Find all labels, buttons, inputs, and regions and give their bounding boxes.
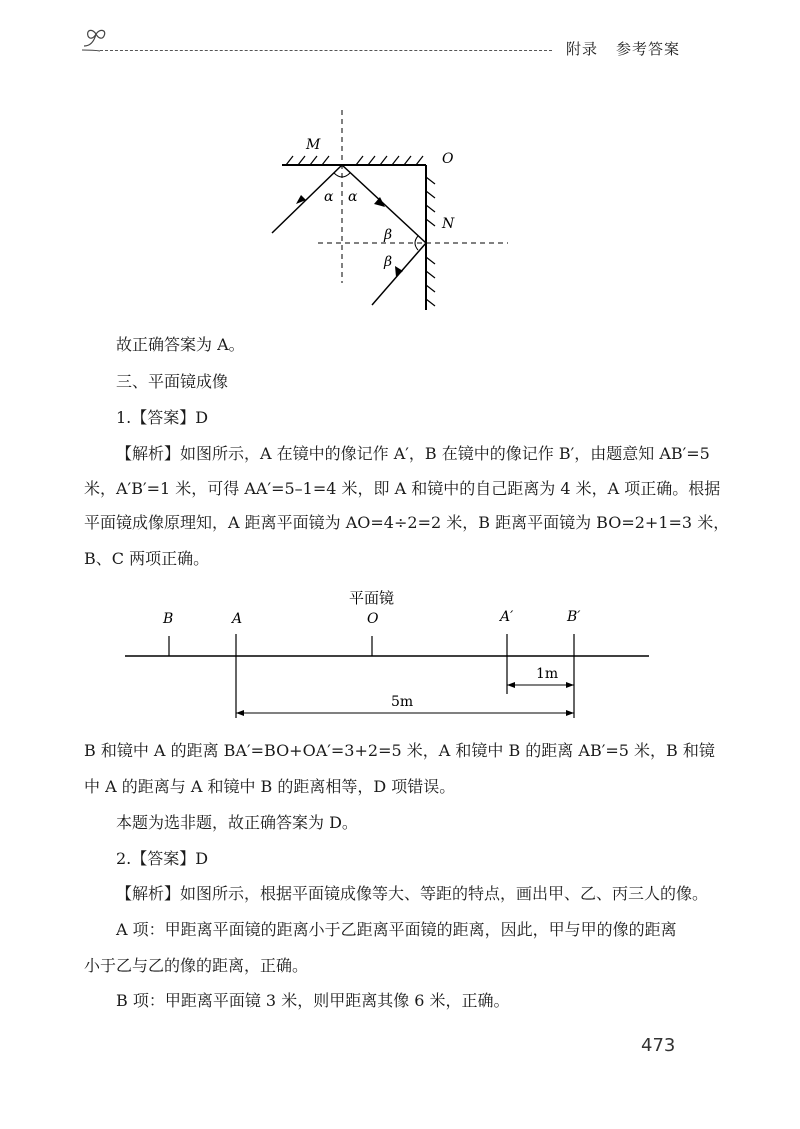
dimension-1m-arrow-left: [507, 682, 515, 688]
plane-mirror-distance-diagram: [115, 590, 655, 725]
conclusion-1: 故正确答案为 A。: [116, 335, 245, 354]
section-title: 三、平面镜成像: [116, 372, 229, 391]
label-alpha-left: α: [324, 189, 334, 205]
label-M: M: [306, 137, 321, 153]
mirror-label: 平面镜: [349, 590, 395, 607]
header-section: 附录: [566, 40, 599, 58]
point-label-B: B: [163, 611, 174, 627]
q1-explanation-line1: 【解析】如图所示，A 在镜中的像记作 A′，B 在镜中的像记作 B′，由题意知 AB′=5: [116, 444, 710, 463]
leaf-ornament-icon: [80, 24, 120, 52]
q2-answer: 2.【答案】D: [116, 849, 209, 868]
point-label-A: A: [232, 611, 243, 627]
point-label-B-prime: B′: [567, 609, 581, 625]
dimension-5m-arrow-left: [236, 710, 244, 716]
reflection-diagram: [260, 105, 520, 310]
conclusion-2: 本题为选非题，故正确答案为 D。: [116, 813, 358, 832]
q1-explanation-line3: 平面镜成像原理知，A 距离平面镜为 AO=4÷2=2 米，B 距离平面镜为 BO=2+1=3 米，: [84, 513, 730, 532]
header-title: 参考答案: [616, 40, 681, 58]
option-b: B 项：甲距离平面镜 3 米，则甲距离其像 6 米，正确。: [116, 991, 510, 1010]
d-explanation-line1: B 和镜中 A 的距离 BA′=BO+OA′=3+2=5 米，A 和镜中 B 的距离 AB′=5 米，B 和镜: [84, 741, 715, 760]
dimension-5m-arrow-right: [566, 710, 574, 716]
q1-explanation-line2: 米，A′B′=1 米，可得 AA′=5–1=4 米，即 A 和镜中的自己距离为 4 米，A 项正确。根据: [84, 479, 721, 498]
label-N: N: [442, 216, 455, 232]
ray-arrow-2: [374, 197, 385, 207]
point-label-O: O: [367, 611, 379, 627]
vertical-mirror-hatching: [426, 177, 435, 306]
dimension-5m-label: 5m: [391, 694, 414, 710]
point-label-A-prime: A′: [500, 609, 514, 625]
header-divider: [100, 50, 552, 51]
horizontal-mirror-hatching: [286, 156, 423, 165]
label-O: O: [442, 151, 454, 167]
q1-answer: 1.【答案】D: [116, 408, 209, 427]
dimension-1m-arrow-right: [566, 682, 574, 688]
ray-arrow-1: [296, 195, 306, 204]
q2-explanation: 【解析】如图所示，根据平面镜成像等大、等距的特点，画出甲、乙、丙三人的像。: [116, 884, 709, 903]
dimension-1m-label: 1m: [536, 666, 559, 682]
running-header: [566, 38, 680, 59]
label-alpha-right: α: [348, 189, 358, 205]
ray-arrow-3: [395, 266, 403, 277]
label-beta-lower: β: [384, 254, 393, 270]
d-explanation-line2: 中 A 的距离与 A 和镜中 B 的距离相等，D 项错误。: [84, 777, 456, 796]
page-number: 473: [641, 1035, 676, 1056]
option-a-line1: A 项：甲距离平面镜的距离小于乙距离平面镜的距离，因此，甲与甲的像的距离: [116, 920, 677, 939]
label-beta-upper: β: [384, 227, 393, 243]
option-a-line2: 小于乙与乙的像的距离，正确。: [84, 956, 309, 975]
q1-explanation-line4: B、C 两项正确。: [84, 549, 210, 568]
